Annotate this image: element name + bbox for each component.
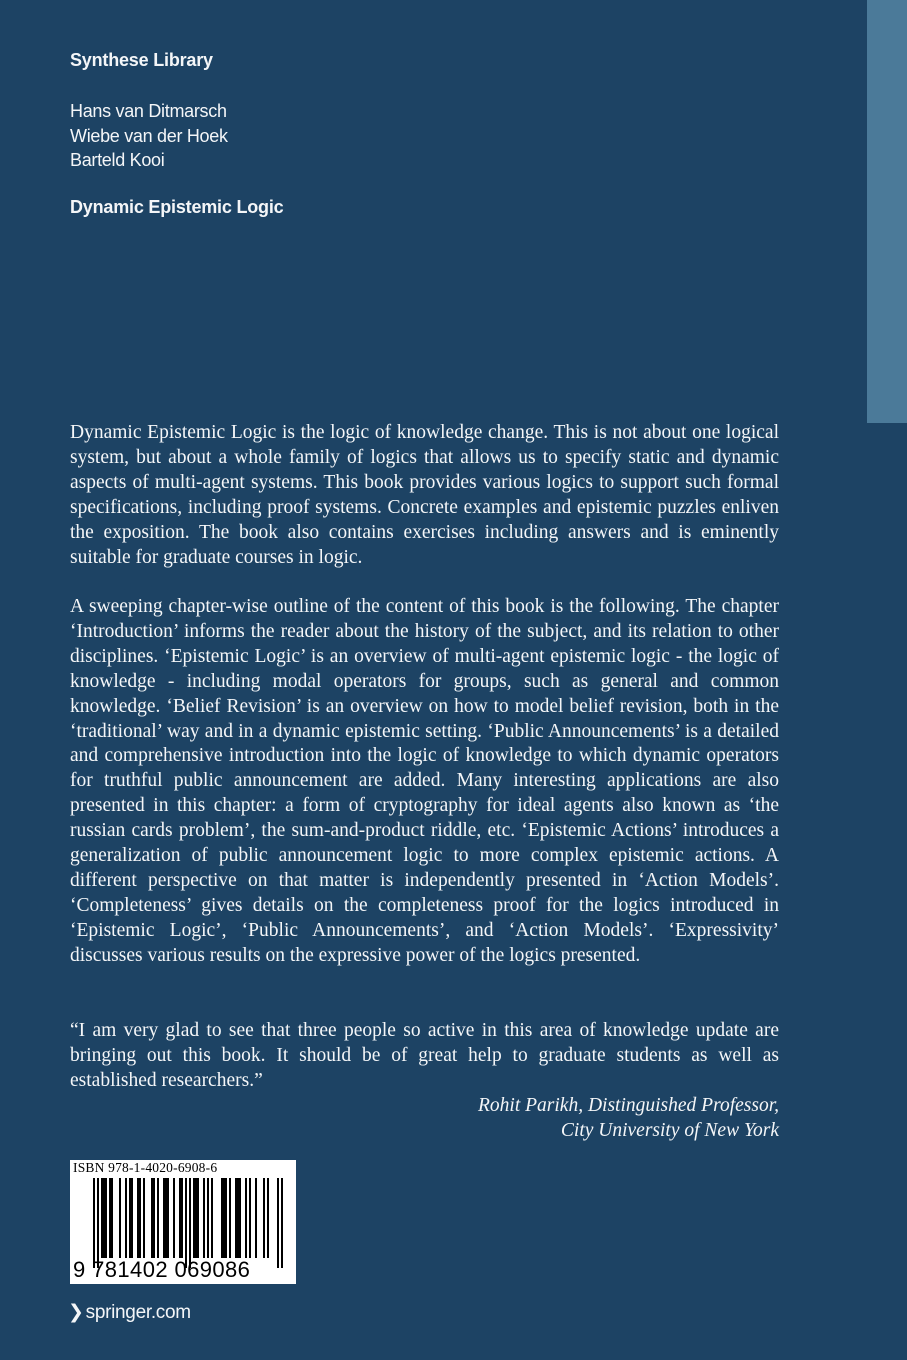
barcode-bar: [129, 1178, 131, 1258]
barcode-bar: [229, 1178, 231, 1258]
endorsement-quote: “I am very glad to see that three people so active in this area of knowledge update are bringing out this book. It should be of great help to graduate students as well as established researchers.”: [70, 1020, 779, 1091]
book-title: Dynamic Epistemic Logic: [70, 197, 284, 217]
barcode-bar: [195, 1178, 197, 1258]
barcode-bar: [255, 1178, 257, 1258]
barcode-bar: [153, 1178, 155, 1258]
barcode-bar: [111, 1178, 113, 1258]
barcode-bar: [97, 1178, 99, 1268]
barcode-bar: [203, 1178, 205, 1258]
author-name: Hans van Ditmarsch: [70, 101, 227, 121]
barcode-bar: [151, 1178, 153, 1258]
attribution-line: Rohit Parikh, Distinguished Professor,: [478, 1095, 779, 1116]
barcode-bar: [93, 1178, 95, 1268]
barcode-bar: [125, 1178, 127, 1258]
barcode-bar: [223, 1178, 225, 1258]
isbn-barcode: [70, 1160, 296, 1284]
barcode-bar: [157, 1178, 159, 1258]
quote-attribution: [70, 1094, 779, 1144]
barcode-bar: [225, 1178, 227, 1258]
barcode-bar: [263, 1178, 265, 1258]
attribution-line: City University of New York: [560, 1119, 779, 1141]
barcode-bar: [277, 1178, 279, 1268]
series-name: Synthese Library: [70, 50, 213, 70]
barcode-bar: [193, 1178, 195, 1258]
isbn-label: ISBN 978-1-4020-6908-6: [73, 1160, 218, 1175]
barcode-bar: [245, 1178, 247, 1258]
barcode-bar: [103, 1178, 105, 1258]
barcode-bar: [163, 1178, 165, 1258]
barcode-bar: [239, 1178, 241, 1258]
barcode-bar: [139, 1178, 141, 1258]
barcode-bar: [181, 1178, 183, 1258]
author-name: Barteld Kooi: [70, 150, 165, 170]
barcode-bar: [211, 1178, 213, 1258]
barcode-bar: [237, 1178, 239, 1258]
barcode-bar: [137, 1178, 139, 1258]
barcode-bar: [143, 1178, 145, 1258]
barcode-bar: [267, 1178, 269, 1258]
barcode-bar: [185, 1178, 187, 1268]
barcode-bar: [221, 1178, 223, 1258]
author-list: [70, 99, 228, 173]
barcode-bar: [101, 1178, 103, 1258]
barcode-bar: [197, 1178, 199, 1258]
barcode-bar: [119, 1178, 121, 1258]
blurb-paragraph-summary: Dynamic Epistemic Logic is the logic of knowledge change. This is not about one logical system, but about a whole family of logics that allows us to specify static and dynamic aspects of multi-agent systems. This book provides various logics to support such formal specifications, including proof systems. Concrete examples and epistemic puzzles enliven the exposition. The book also contains exercises including answers and is eminently suitable for graduate courses in logic.: [70, 422, 779, 568]
barcode-bar: [167, 1178, 169, 1258]
spine-color-strip: [867, 0, 907, 423]
barcode-bar: [281, 1178, 283, 1268]
chevron-right-icon: ❯: [68, 1302, 84, 1323]
barcode-bar: [109, 1178, 111, 1258]
barcode-bar: [173, 1178, 175, 1258]
barcode-bar: [207, 1178, 209, 1258]
barcode-bar: [165, 1178, 167, 1258]
barcode-bar: [235, 1178, 237, 1258]
barcode-bar: [131, 1178, 133, 1258]
publisher-website: [68, 1301, 191, 1324]
barcode-bar: [249, 1178, 251, 1258]
ean-digits: 9 781402 069086: [73, 1257, 251, 1282]
website-url: springer.com: [85, 1302, 191, 1323]
blurb-paragraph-outline: A sweeping chapter-wise outline of the content of this book is the following. The chapter ‘Introduction’ informs the reader about the history of the subject, and its relation to other disciplines. ‘Epistemic Logic’ is an overview of multi-agent epistemic logic - the logic of knowledge - including modal operators for groups, such as general and common knowledge. ‘Belief Revision’ is an overview on how to model belief revision, both in the ‘traditional’ way and in a dynamic epistemic setting. ‘Public Announcements’ is a detailed and comprehensive introduction into the logic of knowledge to which dynamic operators for truthful public announcement are added. Many interesting applications are also presented in this chapter: a form of cryptography for ideal agents also known as ‘the russian cards problem’, the sum-and-product riddle, etc. ‘Epistemic Actions’ introduces a generalization of public announcement logic to more complex epistemic actions. A different perspective on that matter is independently presented in ‘Action Models’. ‘Completeness’ gives details on the completeness proof for the logics introduced in ‘Epistemic Logic’, ‘Public Announcements’, and ‘Action Models’. ‘Expressivity’ discusses various results on the expressive power of the logics presented.: [70, 596, 779, 966]
barcode-bar: [105, 1178, 107, 1258]
author-name: Wiebe van der Hoek: [70, 125, 228, 146]
barcode-bar: [179, 1178, 181, 1258]
barcode-bar: [189, 1178, 191, 1268]
